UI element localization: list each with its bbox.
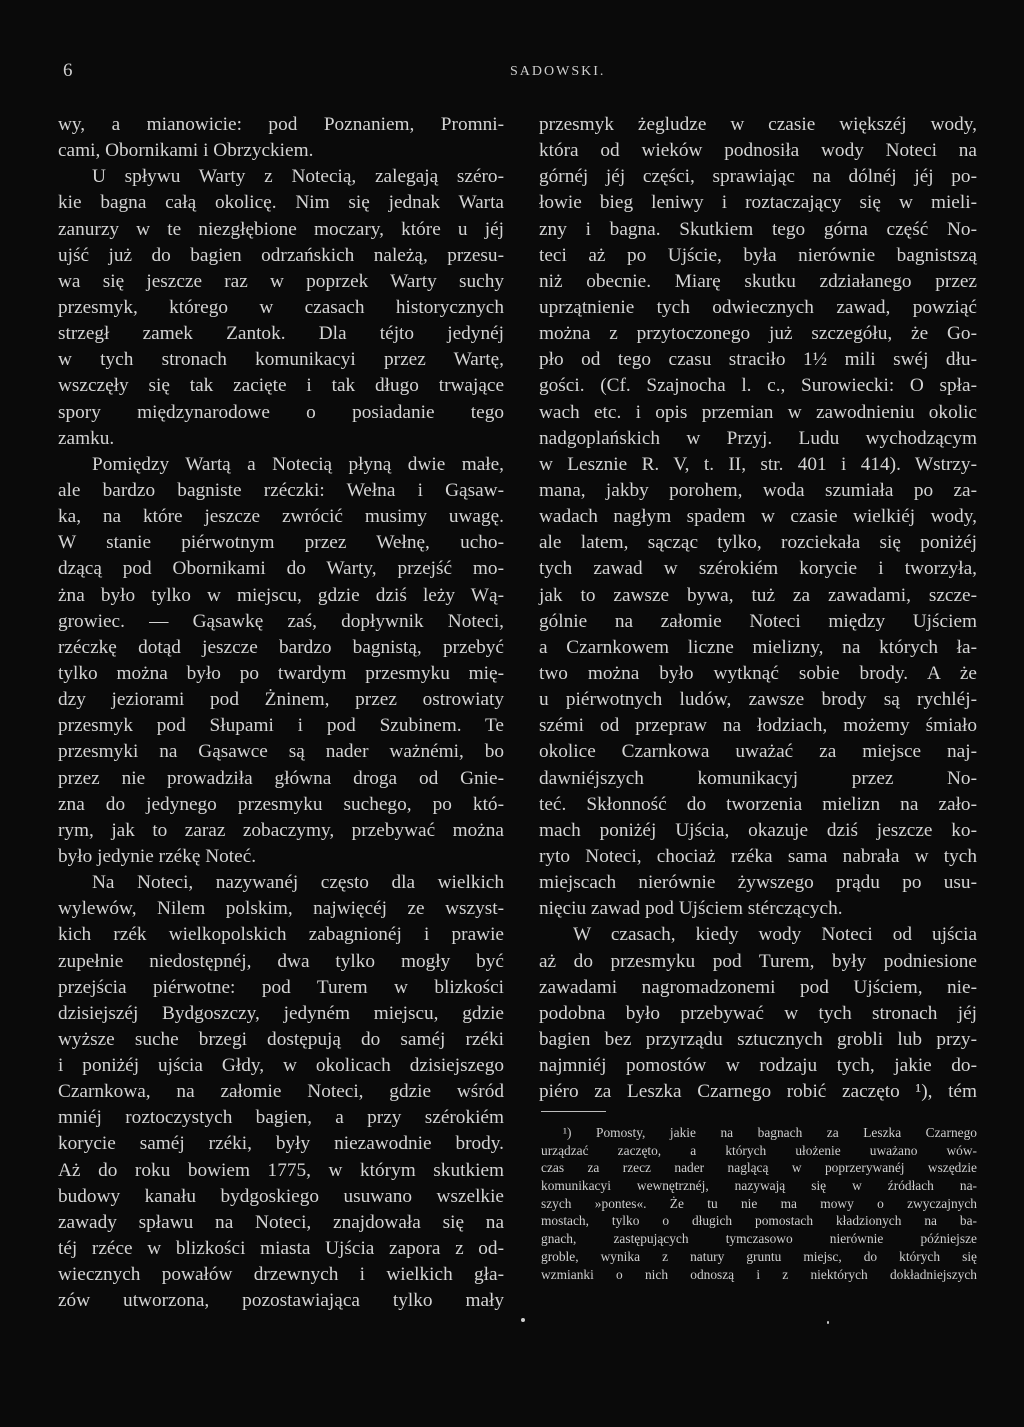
- text-line: zanurzy w te niezgłębione moczary, które u jéj: [58, 218, 504, 240]
- running-head: SADOWSKI.: [510, 64, 606, 79]
- text-line: wy, a mianowicie: pod Poznaniem, Promni-: [58, 114, 504, 135]
- text-line: teć. Skłonność do tworzenia mielizn na zało-: [539, 793, 977, 815]
- text-line: mostach, tylko o długich pomostach kładzionych na ba-: [541, 1213, 977, 1229]
- text-line: rym, jak to zaraz zobaczymy, przebywać można: [58, 819, 504, 841]
- text-line: zów utworzona, pozostawiająca tylko mały: [58, 1290, 504, 1312]
- text-line: dawniéjszych komunikacyj przez No-: [539, 767, 977, 789]
- text-line: spory międzynarodowe o posiadanie tego: [58, 401, 504, 423]
- text-line: mniéj roztoczystych bagien, a przy szérokiém: [58, 1107, 504, 1129]
- text-line: miejscach nierównie żywszego prądu po usu-: [539, 872, 977, 894]
- text-line: piéro za Leszka Czarnego robić zaczęto ¹), tém: [539, 1081, 977, 1103]
- text-line: bagien bez przyrządu sztucznych grobli lub przy-: [539, 1028, 977, 1050]
- text-line: nięciu zawad pod Ujściem stérczących.: [539, 898, 843, 920]
- text-line: przesmyk, którego w czasach historycznych: [58, 296, 504, 318]
- text-line: dzącą pod Obornikami do Warty, przejść mo-: [58, 558, 504, 580]
- text-line: teci aż po Ujście, była nierównie bagnistszą: [539, 244, 977, 266]
- text-line: uprzątnienie tych odwiecznych zawad, powziąć: [539, 296, 977, 318]
- text-line: zamku.: [58, 427, 115, 449]
- footnote: [541, 1124, 977, 1283]
- text-line: ujść już do bagien odrzańskich należą, przesu-: [58, 244, 504, 266]
- text-line: W stanie piérwotnym przez Wełnę, ucho-: [58, 532, 504, 554]
- text-line: urządzać zaczęto, a których ułożenie uważano wów-: [541, 1142, 977, 1158]
- right-text-column: [539, 112, 977, 1105]
- text-line: ale latem, sącząc tylko, rozciekała się poniżéj: [539, 532, 977, 554]
- text-line: strzegł zamek Zantok. Dla téjto jedynéj: [58, 323, 504, 345]
- text-line: zna do jedynego przesmyku suchego, po któ-: [58, 793, 504, 815]
- text-line: szych »pontes«. Że tu nie ma mowy o zwyczajnych: [541, 1195, 977, 1211]
- text-line: gólnie na załomie Noteci między Ujściem: [539, 610, 977, 632]
- text-line: i poniżéj ujścia Głdy, w okolicach dzisiejszego: [58, 1055, 504, 1077]
- text-line: szémi od przepraw na łodziach, możemy śmiało: [539, 715, 977, 737]
- text-line: zawadami nagromadzonemi pod Ujściem, nie-: [539, 976, 977, 998]
- text-line: kich rzék wielkopolskich zabagnionéj i prawie: [58, 924, 504, 946]
- text-line: łowie bieg leniwy i roztaczający się w mieli-: [539, 192, 977, 214]
- text-line: groble, wynika z natury gruntu miejsc, do których się: [541, 1248, 977, 1264]
- text-line: ¹) Pomosty, jakie na bagnach za Leszka Czarnego: [563, 1125, 977, 1140]
- text-line: było jedynie rzékę Noteć.: [58, 845, 257, 867]
- text-line: w tych stronach komunikacyi przez Wartę,: [58, 349, 504, 371]
- text-line: w Lesznie R. V, t. II, str. 401 i 414). Wstrzy-: [539, 453, 977, 475]
- text-line: rzéczkę dotąd jeszcze bardzo bagnistą, przebyć: [58, 636, 504, 658]
- text-line: jak to zawsze bywa, tuż za zawadami, szcze-: [539, 584, 977, 606]
- text-line: zawady spławu na Noteci, znajdowała się na: [58, 1211, 504, 1233]
- text-line: przez nie prowadziła główna droga od Gnie-: [58, 767, 504, 789]
- text-line: niż obecnie. Miarę skutku zdziałanego przez: [539, 270, 977, 292]
- text-line: nadgoplańskich w Przyj. Ludu wychodzącym: [539, 427, 977, 449]
- text-line: wadach nagłym spadem w czasie wielkiéj wody,: [539, 506, 977, 528]
- text-line: a Czarnkowem liczne mielizny, na których ła-: [539, 636, 977, 658]
- text-line: komunikacyi wewnętrznéj, nazywają się w źródłach na-: [541, 1178, 977, 1194]
- text-line: która od wieków podnosiła wody Noteci na: [539, 140, 977, 162]
- text-line: podobna było przebywać w tych stronach jéj: [539, 1002, 977, 1024]
- text-line: ka, na które jeszcze zwrócić musimy uwagę.: [58, 506, 504, 528]
- text-line: wiecznych powałów drzewnych i wielkich gła-: [58, 1264, 504, 1286]
- text-line: Aż do roku bowiem 1775, w którym skutkiem: [58, 1159, 504, 1181]
- text-line: wszczęły się tak zacięte i tak długo trwające: [58, 375, 504, 397]
- text-line: czas za rzecz nader naglącą w poprzerywanéj wszędzie: [541, 1160, 977, 1176]
- text-line: wzmianki o nich odnoszą i z niektórych dokładniejszych: [541, 1266, 977, 1282]
- text-line: wach etc. i opis przemian w zawodnieniu okolic: [539, 401, 977, 423]
- text-line: zny i bagna. Skutkiem tego górna część No-: [539, 218, 977, 240]
- text-line: U spływu Warty z Notecią, zalegają széro-: [92, 166, 504, 188]
- footnote-separator: [541, 1111, 606, 1112]
- text-line: téj rzéce w blizkości miasta Ujścia zapora z od-: [58, 1238, 504, 1260]
- left-text-column: [58, 112, 504, 1314]
- text-line: dzy jeziorami pod Żninem, przez ostrowiaty: [58, 689, 504, 711]
- print-speck: [521, 1318, 525, 1322]
- text-line: aż do przesmyku pod Turem, były podniesione: [539, 950, 977, 972]
- text-line: Na Noteci, nazywanéj często dla wielkich: [92, 872, 504, 894]
- text-line: można z przytoczonego już szczegółu, że Go-: [539, 323, 977, 345]
- text-line: wyższe suche brzegi dostępują do saméj rzéki: [58, 1028, 504, 1050]
- text-line: wa się jeszcze raz w poprzek Warty suchy: [58, 270, 504, 292]
- text-line: przesmyki na Gąsawce są nader ważnémi, bo: [58, 741, 504, 763]
- text-line: u piérwotnych ludów, zawsze brody są rychléj-: [539, 689, 977, 711]
- text-line: najmniéj pomostów w rodzaju tych, jakie do-: [539, 1055, 977, 1077]
- text-line: ale bardzo bagniste rzéczki: Wełna i Gąsaw-: [58, 479, 504, 501]
- text-line: mach poniżéj Ujścia, okazuje dziś jeszcze ko-: [539, 819, 977, 841]
- text-line: Czarnkowa, na załomie Noteci, gdzie wśród: [58, 1081, 504, 1103]
- text-line: kie bagna całą okolicę. Nim się jednak Warta: [58, 192, 504, 214]
- text-line: Pomiędzy Wartą a Notecią płyną dwie małe,: [92, 453, 504, 475]
- text-line: korycie saméj rzéki, były niezawodnie brody.: [58, 1133, 504, 1155]
- text-line: W czasach, kiedy wody Noteci od ujścia: [573, 924, 977, 946]
- text-line: zupełnie niedostępnéj, dwa tylko mogły być: [58, 950, 504, 972]
- text-line: górnéj jéj części, sprawiając na dólnéj jéj po-: [539, 166, 977, 188]
- text-line: przesmyk żegludze w czasie większéj wody,: [539, 114, 977, 135]
- text-line: growiec. — Gąsawkę zaś, dopływnik Noteci,: [58, 610, 504, 632]
- print-speck: [827, 1321, 829, 1324]
- text-line: żna było tylko w miejscu, gdzie dziś leży Wą-: [58, 584, 504, 606]
- text-line: dzisiejszéj Bydgoszczy, jedyném miejscu, gdzie: [58, 1002, 504, 1024]
- text-line: przesmyk pod Słupami i pod Szubinem. Te: [58, 715, 504, 737]
- text-line: okolice Czarnkowa uważać za miejsce naj-: [539, 741, 977, 763]
- text-line: budowy kanału bydgoskiego usuwano wszelkie: [58, 1185, 504, 1207]
- text-line: two można było wytknąć sobie brody. A że: [539, 662, 977, 684]
- text-line: ryto Noteci, chociaż rzéka sama nabrała w tych: [539, 845, 977, 867]
- text-line: tylko można było po twardym przesmyku mię-: [58, 662, 504, 684]
- text-line: tych zawad w szérokiém korycie i tworzyła,: [539, 558, 977, 580]
- text-line: wylewów, Nilem polskim, najwięcéj ze wszyst-: [58, 898, 504, 920]
- page-number: 6: [63, 60, 73, 81]
- text-line: gnach, zastępujących tymczasowo nierównie późniejsze: [541, 1231, 977, 1247]
- text-line: mana, jakby porohem, woda szumiała po za-: [539, 479, 977, 501]
- text-line: pło od tego czasu straciło 1½ mili swéj dłu-: [539, 349, 977, 371]
- text-line: cami, Obornikami i Obrzyckiem.: [58, 140, 314, 162]
- text-line: gości. (Cf. Szajnocha l. c., Surowiecki: O spła-: [539, 375, 977, 397]
- text-line: przejścia piérwotne: pod Turem w blizkości: [58, 976, 504, 998]
